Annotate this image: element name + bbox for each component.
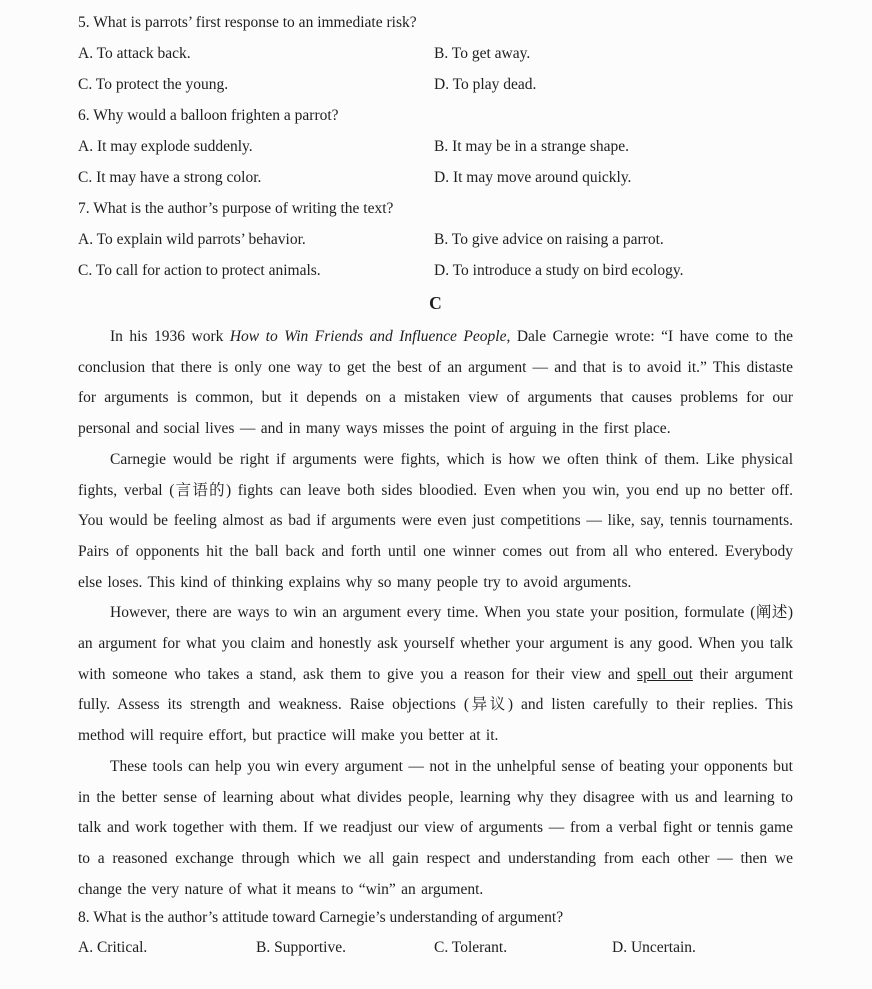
question-5-option-a: A. To attack back. <box>78 45 191 62</box>
passage-paragraph-2: Carnegie would be right if arguments were fights, which is how we often think of them. Like physical fights, verbal (言语的) fights can leave both sides bloodied. Even when you win, you end up no better off. You would be feeling almost as bad if arguments were even just competitions — like, say, tennis tournaments. Pairs of opponents hit the ball back and forth until one winner comes out from all who entered. Everybody else loses. This kind of thinking explains why so many people try to avoid arguments. <box>78 450 793 591</box>
question-5-option-c: C. To protect the young. <box>78 76 229 93</box>
question-6-option-c: C. It may have a strong color. <box>78 169 262 186</box>
question-6-options-row-2 <box>78 168 793 199</box>
question-5-options-row-1 <box>78 44 793 75</box>
passage-paragraph-1 <box>78 322 793 445</box>
question-8-option-b: B. Supportive. <box>256 939 346 957</box>
paragraph-1-text: In his 1936 work <box>110 328 230 345</box>
passage-paragraph-4: These tools can help you win every argument — not in the unhelpful sense of beating your opponents but in the better sense of learning about what divides people, learning why they disagree with us and learning to talk and work together with them. If we readjust our view of arguments — from a verbal fight or tennis game to a reasoned exchange through which we all gain respect and understanding from each other — then we change the very nature of what it means to “win” an argument. <box>78 757 793 898</box>
section-c-heading: C <box>429 293 442 313</box>
question-7-options-row-2 <box>78 261 793 292</box>
paragraph-3-text: However, there are ways to win an argument every time. When you state your position, formulate (阐述) an argument for what you claim and honestly ask yourself whether your argument is any good. When you talk with someone who takes a stand, ask them to give you a reason for their view and <box>78 604 793 683</box>
question-7-option-a: A. To explain wild parrots’ behavior. <box>78 231 306 248</box>
question-7-option-d: D. To introduce a study on bird ecology. <box>434 262 684 279</box>
question-8-options-row <box>78 938 793 969</box>
question-6-options-row-1 <box>78 137 793 168</box>
question-6-option-b: B. It may be in a strange shape. <box>434 138 629 155</box>
question-8-option-d: D. Uncertain. <box>612 939 696 957</box>
paragraph-3-text-cont: their argument fully. Assess its strength and weakness. Raise objections (异议) and listen carefully to their replies. This method will require effort, but practice will make you better at it. <box>78 665 793 745</box>
question-6-stem: 6. Why would a balloon frighten a parrot? <box>78 107 339 124</box>
book-title-italic: How to Win Friends and Influence People <box>229 328 507 345</box>
question-5-options-row-2 <box>78 75 793 106</box>
question-7-option-b: B. To give advice on raising a parrot. <box>434 231 664 248</box>
question-7-stem: 7. What is the author’s purpose of writing the text? <box>78 200 394 217</box>
question-7-option-c: C. To call for action to protect animals. <box>78 262 321 279</box>
passage-paragraph-3 <box>78 598 793 752</box>
question-8-option-a: A. Critical. <box>78 939 148 957</box>
question-8-stem: 8. What is the author’s attitude toward Carnegie’s understanding of argument? <box>78 909 564 927</box>
question-5-option-b: B. To get away. <box>434 45 531 62</box>
reading-passage <box>78 322 793 905</box>
question-5-stem: 5. What is parrots’ first response to an immediate risk? <box>78 14 417 31</box>
question-8-option-c: C. Tolerant. <box>434 939 508 957</box>
paragraph-1-text-cont: , Dale Carnegie wrote: “I have come to the conclusion that there is only one way to get the best of an argument — and that is to avoid it.” This distaste for arguments is common, but it depends on a mistaken view of arguments that causes problems for our personal and social lives — and in many ways misses the point of arguing in the first place. <box>78 328 793 438</box>
question-7-options-row-1 <box>78 230 793 261</box>
spell-out-underlined-phrase: spell out <box>637 665 693 683</box>
question-6-option-a: A. It may explode suddenly. <box>78 138 253 155</box>
question-5-option-d: D. To play dead. <box>434 76 537 93</box>
question-6-option-d: D. It may move around quickly. <box>434 169 632 186</box>
